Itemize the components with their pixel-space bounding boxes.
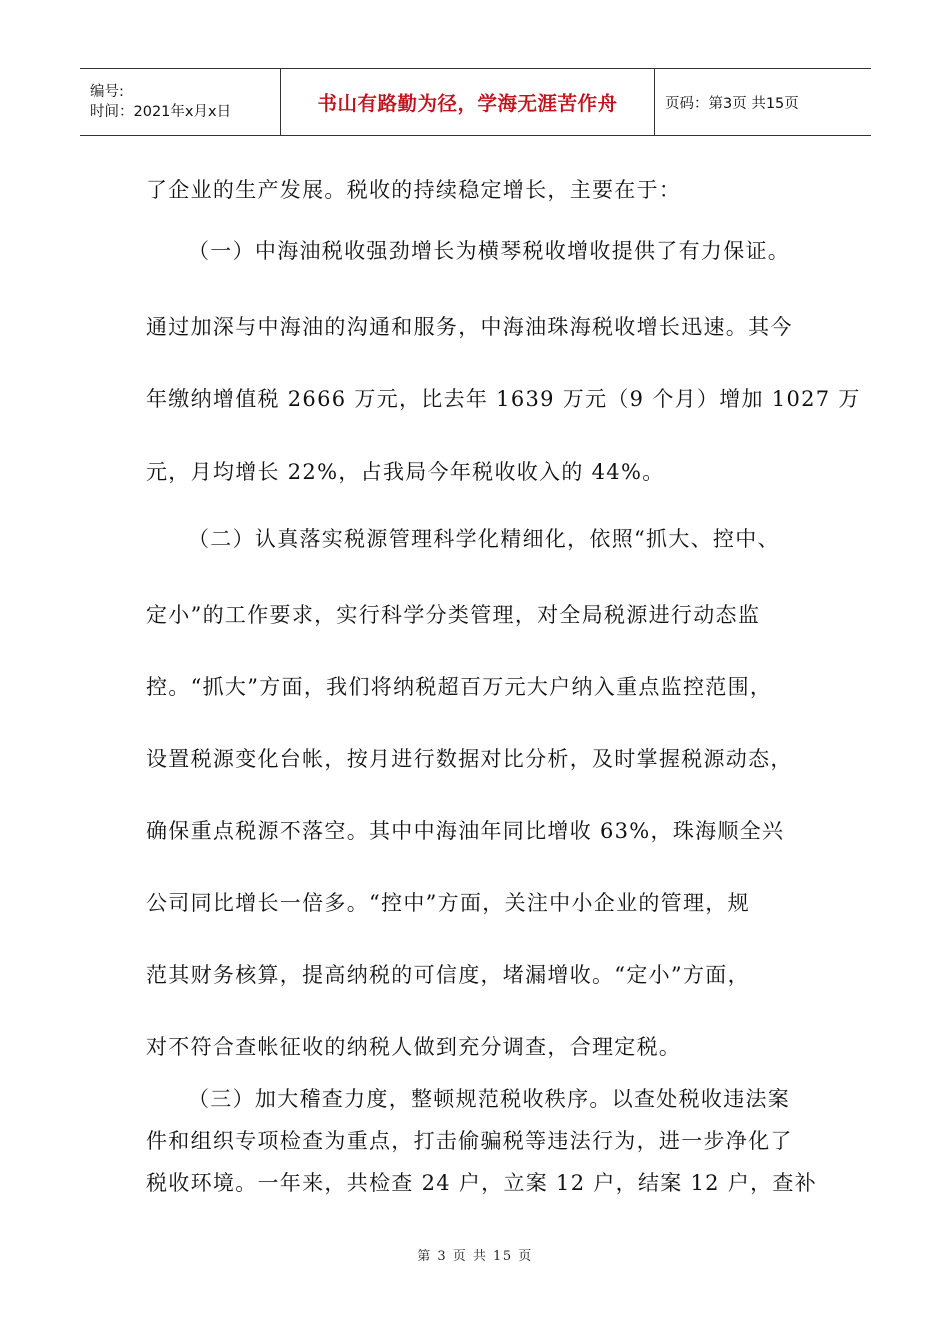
date-label: 时间：2021年x月x日 xyxy=(90,104,232,120)
body-line: 了企业的生产发展。税收的持续稳定增长，主要在于： xyxy=(146,178,682,202)
body-line: 件和组织专项检查为重点，打击偷骗税等违法行为，进一步净化了 xyxy=(146,1129,793,1153)
body-line: 年缴纳增值税 2666 万元，比去年 1639 万元（9 个月）增加 1027 万 xyxy=(146,387,861,411)
page-info-text: 页码：第3页 共15页 xyxy=(665,95,799,112)
body-line: 控。“抓大”方面，我们将纳税超百万元大户纳入重点监控范围， xyxy=(146,675,773,699)
body-line: 公司同比增长一倍多。“控中”方面，关注中小企业的管理，规 xyxy=(146,891,750,915)
body-line: 对不符合查帐征收的纳税人做到充分调查，合理定税。 xyxy=(146,1035,682,1059)
body-line: 元，月均增长 22%，占我局今年税收收入的 44%。 xyxy=(146,460,665,484)
body-line: 设置税源变化台帐，按月进行数据对比分析，及时掌握税源动态， xyxy=(146,747,793,771)
body-line: 范其财务核算，提高纳税的可信度，堵漏增收。“定小”方面， xyxy=(146,963,750,987)
body-line: 税收环境。一年来，共检查 24 户，立案 12 户，结案 12 户，查补 xyxy=(146,1171,818,1195)
serial-number-label: 编号: xyxy=(90,84,124,100)
body-line: 通过加深与中海油的沟通和服务，中海油珠海税收增长迅速。其今 xyxy=(146,315,793,339)
body-line: （三）加大稽查力度，整顿规范税收秩序。以查处税收违法案 xyxy=(188,1087,791,1111)
page-footer: 第 3 页 共 15 页 xyxy=(417,1249,533,1264)
document-header xyxy=(80,68,871,136)
body-line: （二）认真落实税源管理科学化精细化，依照“抓大、控中、 xyxy=(188,527,780,551)
body-line: 定小”的工作要求，实行科学分类管理，对全局税源进行动态监 xyxy=(146,603,761,627)
header-meta xyxy=(80,69,281,135)
header-motto xyxy=(281,69,655,135)
header-page-info xyxy=(655,69,871,135)
body-line: 确保重点税源不落空。其中中海油年同比增收 63%，珠海顺全兴 xyxy=(146,819,785,843)
motto-text: 书山有路勤为径，学海无涯苦作舟 xyxy=(317,92,618,115)
body-line: （一）中海油税收强劲增长为横琴税收增收提供了有力保证。 xyxy=(188,239,791,263)
